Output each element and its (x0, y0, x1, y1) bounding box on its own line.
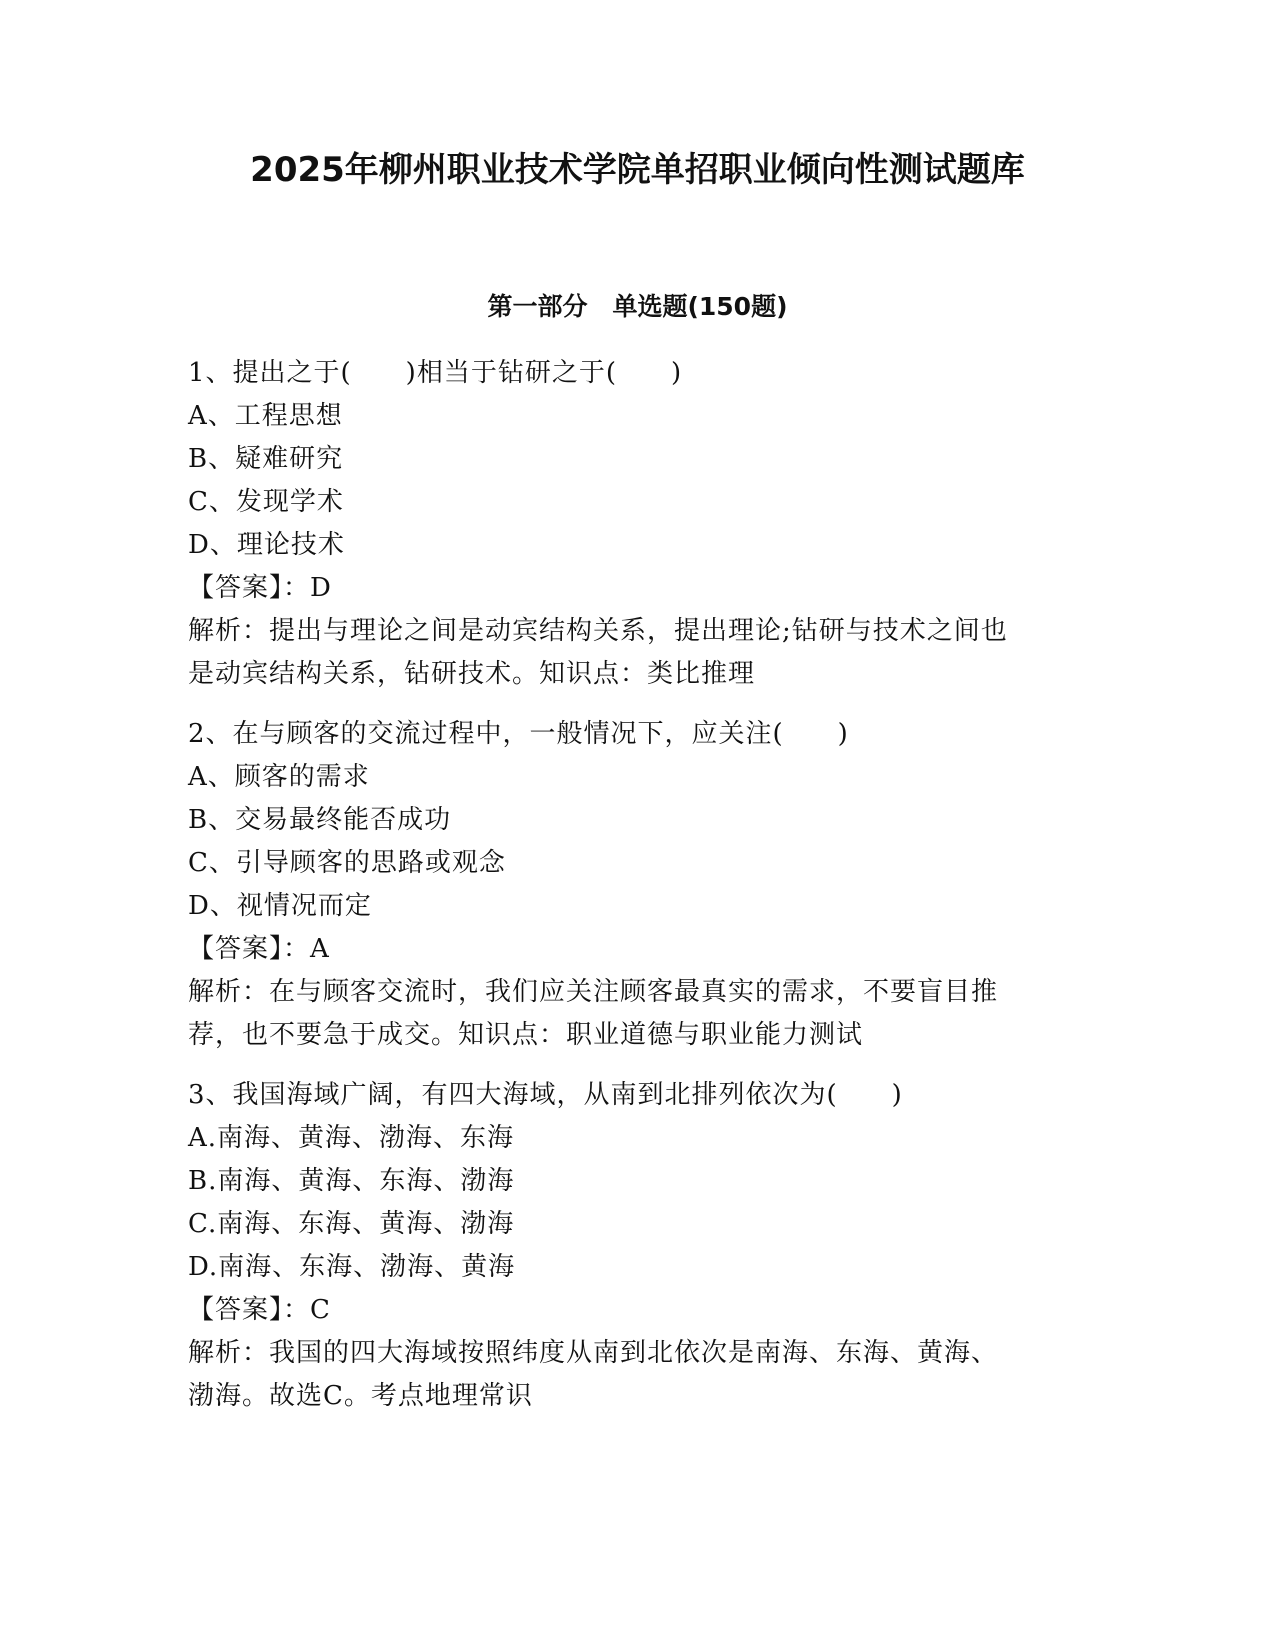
option-b: B、交易最终能否成功 (188, 805, 452, 835)
option-a: A、工程思想 (188, 401, 343, 431)
option-d: D.南海、东海、渤海、黄海 (188, 1252, 516, 1282)
option-a: A.南海、黄海、渤海、东海 (188, 1123, 515, 1153)
question-list (188, 352, 1088, 1435)
option-c: C、引导顾客的思路或观念 (188, 848, 506, 878)
section-title: 第一部分 单选题(150题) (487, 292, 788, 321)
option-b: B.南海、黄海、东海、渤海 (188, 1166, 515, 1196)
option-d: D、理论技术 (188, 530, 345, 560)
analysis-line: 解析：提出与理论之间是动宾结构关系，提出理论;钻研与技术之间也 (188, 616, 1008, 646)
answer: 【答案】：C (188, 1295, 331, 1325)
option-c: C、发现学术 (188, 487, 344, 517)
question-stem: 1、提出之于( )相当于钻研之于( ) (188, 358, 683, 388)
question-3 (188, 1074, 1088, 1418)
question-stem: 3、我国海域广阔，有四大海域，从南到北排列依次为( ) (188, 1080, 903, 1110)
analysis-line: 解析：在与顾客交流时，我们应关注顾客最真实的需求，不要盲目推 (188, 977, 999, 1007)
question-2 (188, 713, 1088, 1057)
answer: 【答案】：A (188, 934, 330, 964)
question-1 (188, 352, 1088, 696)
option-d: D、视情况而定 (188, 891, 372, 921)
analysis-line: 解析：我国的四大海域按照纬度从南到北依次是南海、东海、黄海、 (188, 1338, 999, 1368)
document-title: 2025年柳州职业技术学院单招职业倾向性测试题库 (250, 150, 1025, 190)
answer: 【答案】：D (188, 573, 332, 603)
option-c: C.南海、东海、黄海、渤海 (188, 1209, 515, 1239)
question-stem: 2、在与顾客的交流过程中，一般情况下，应关注( ) (188, 719, 849, 749)
analysis-line: 渤海。故选C。考点地理常识 (188, 1381, 533, 1411)
analysis-line: 荐，也不要急于成交。知识点：职业道德与职业能力测试 (188, 1020, 864, 1050)
analysis-line: 是动宾结构关系，钻研技术。知识点：类比推理 (188, 659, 756, 689)
option-b: B、疑难研究 (188, 444, 344, 474)
option-a: A、顾客的需求 (188, 762, 370, 792)
